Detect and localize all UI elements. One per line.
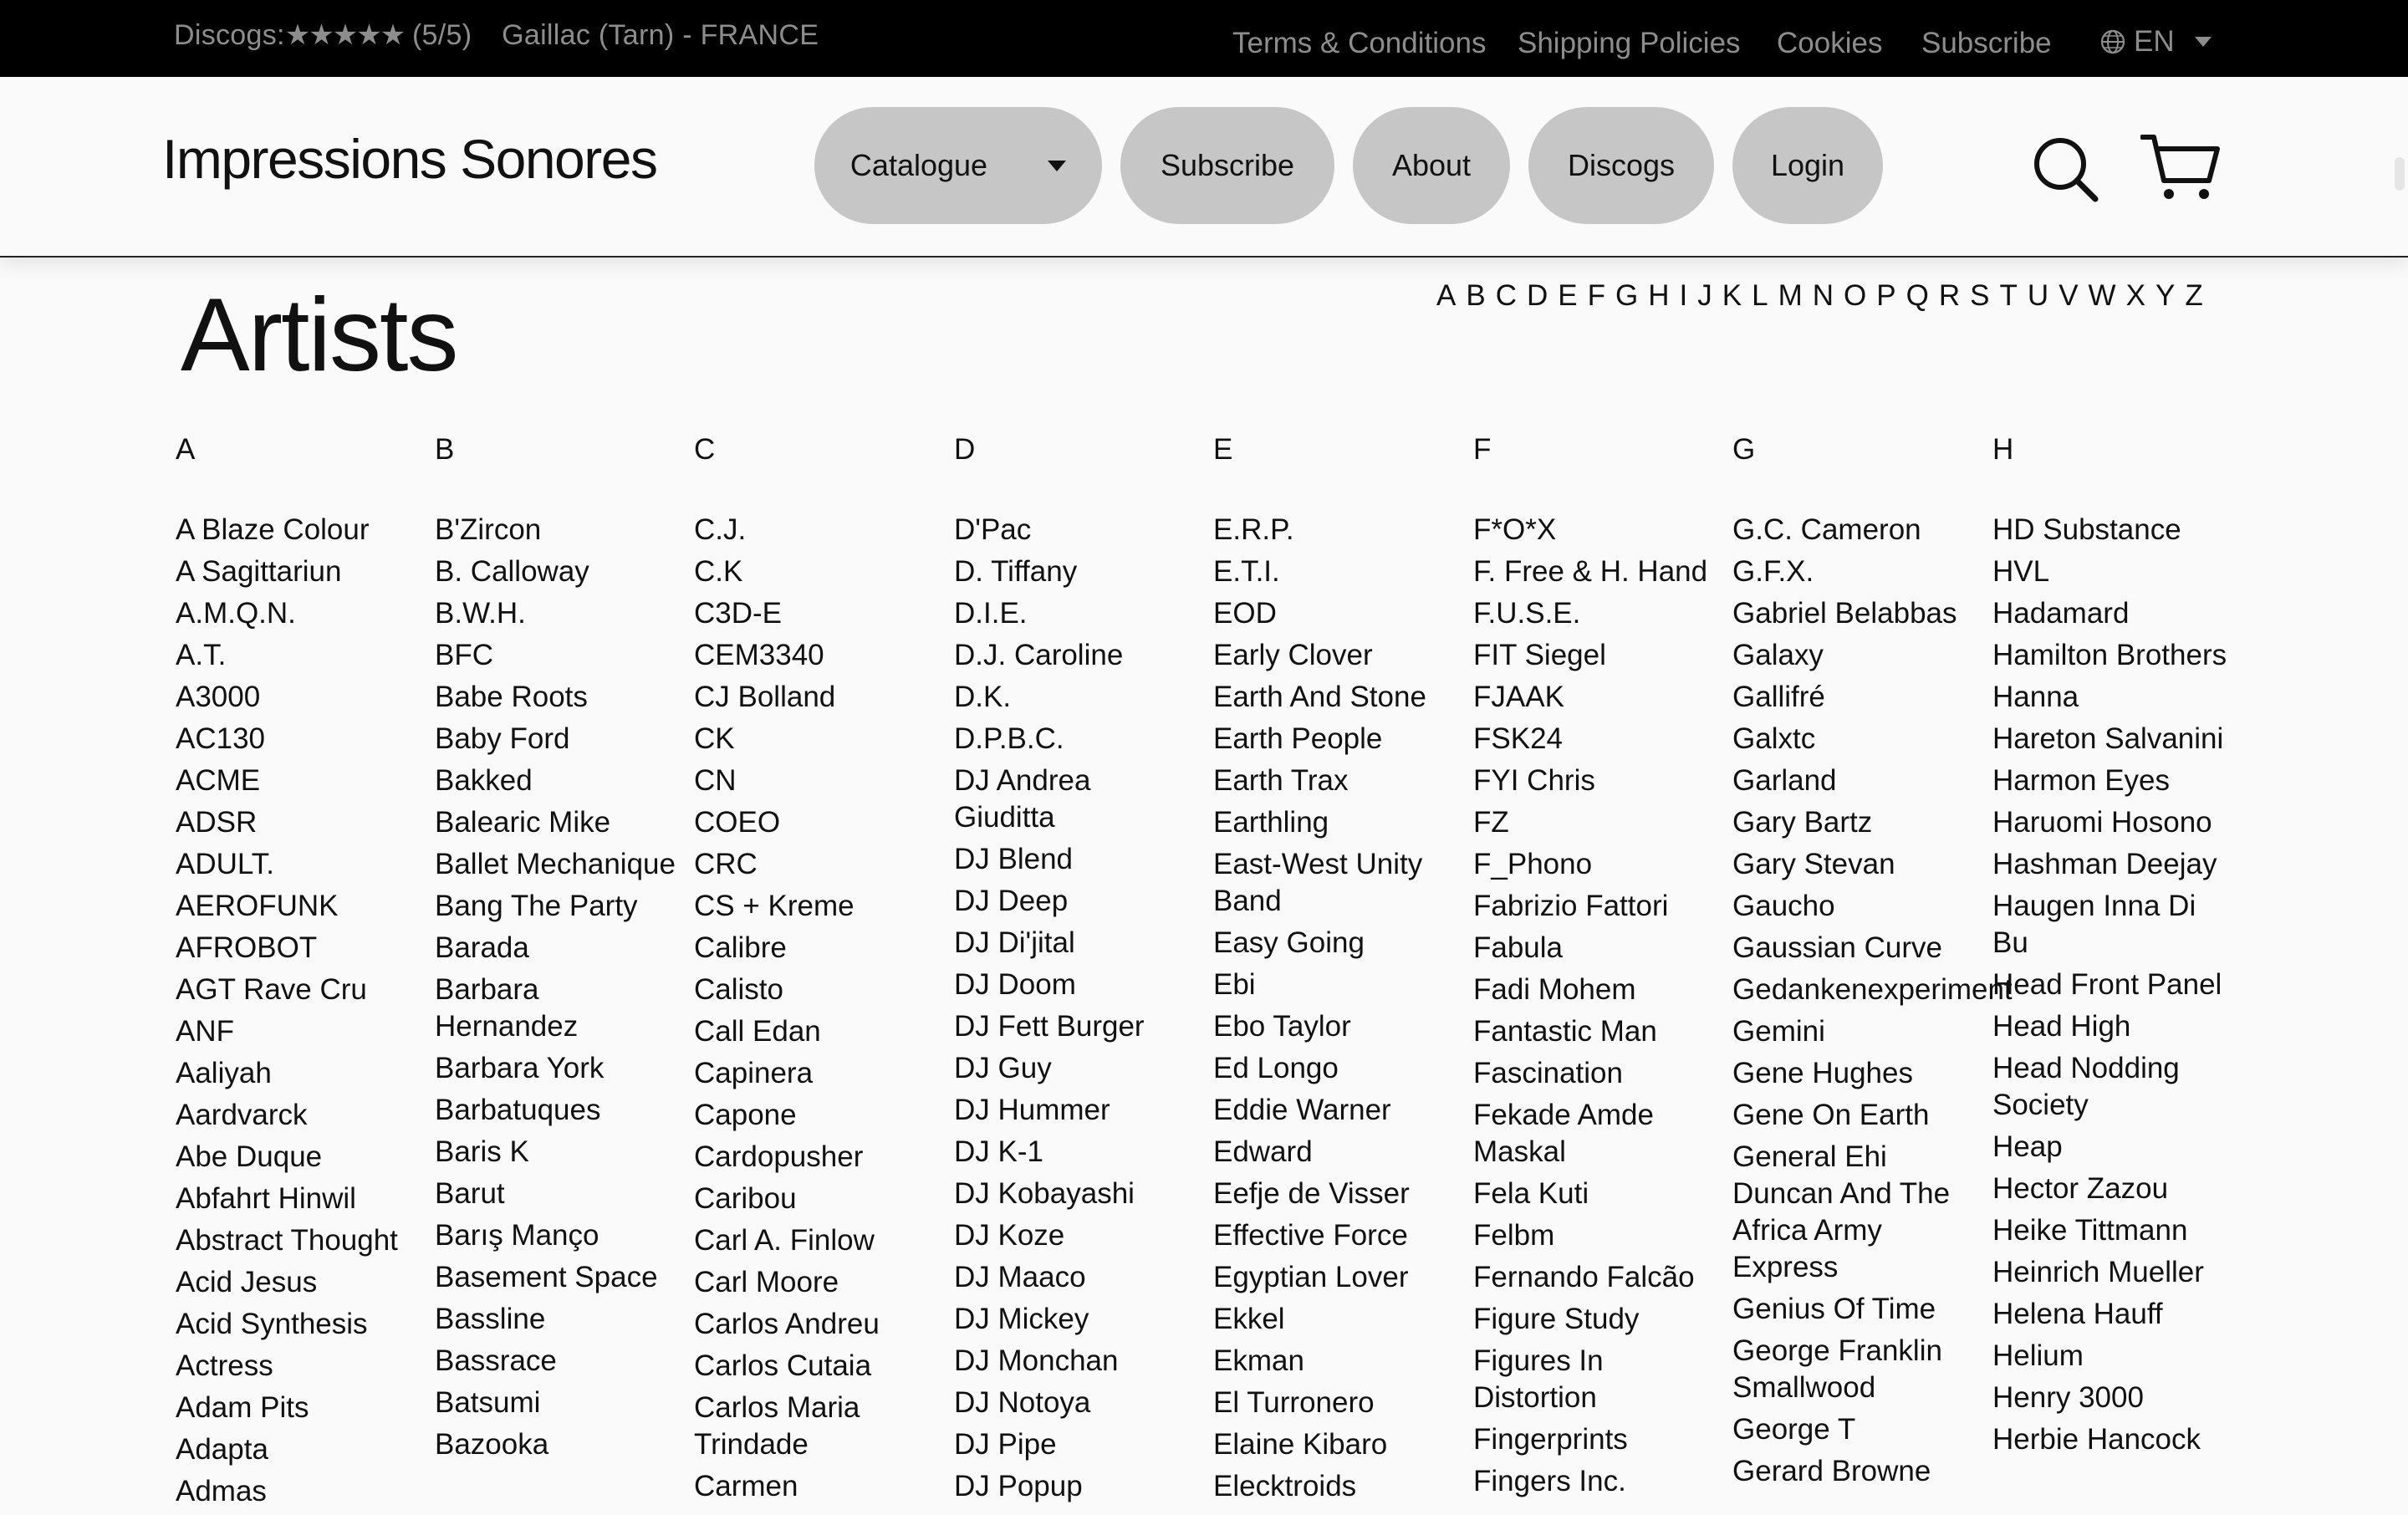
- alpha-link-d[interactable]: D: [1527, 279, 1548, 312]
- artist-link[interactable]: General Ehi Duncan And The Africa Army Express: [1732, 1140, 1951, 1283]
- artist-link[interactable]: Elecktroids: [1213, 1470, 1357, 1502]
- artist-link[interactable]: Barut: [435, 1177, 505, 1210]
- artist-link[interactable]: Garland: [1732, 764, 1837, 797]
- scrollbar-thumb[interactable]: [2395, 157, 2405, 191]
- globe-icon: [2100, 29, 2125, 54]
- artist-link[interactable]: Bazooka: [435, 1428, 549, 1461]
- artist-link[interactable]: Ekman: [1213, 1344, 1304, 1377]
- artist-link[interactable]: Bang The Party: [435, 890, 638, 922]
- artist-link[interactable]: Fadi Mohem: [1473, 973, 1636, 1006]
- top-bar: [0, 0, 2408, 77]
- alpha-link-q[interactable]: Q: [1905, 279, 1929, 312]
- artist-link[interactable]: Gaucho: [1732, 890, 1835, 922]
- artist-link[interactable]: BFC: [435, 639, 493, 671]
- artist-link[interactable]: CS + Kreme: [694, 890, 855, 922]
- artist-link[interactable]: Hector Zazou: [1992, 1172, 2169, 1205]
- artist-link[interactable]: F*O*X: [1473, 513, 1557, 546]
- artist-link[interactable]: E.T.I.: [1213, 555, 1280, 588]
- artist-link[interactable]: Actress: [176, 1349, 273, 1382]
- artist-link[interactable]: Caribou: [694, 1182, 797, 1215]
- artist-link[interactable]: Figure Study: [1473, 1303, 1640, 1335]
- artist-link[interactable]: Ebi: [1213, 968, 1256, 1001]
- artist-link[interactable]: Fingers Inc.: [1473, 1465, 1626, 1497]
- artist-link[interactable]: Admas: [176, 1475, 267, 1507]
- artist-list: [1732, 512, 2013, 1490]
- artist-link[interactable]: G.C. Cameron: [1732, 513, 1921, 546]
- artist-column-c: [694, 433, 936, 1510]
- column-letter-heading: F: [1473, 433, 1492, 466]
- artist-link[interactable]: CJ Bolland: [694, 681, 836, 713]
- artist-link[interactable]: Fabrizio Fattori: [1473, 890, 1669, 922]
- language-selector[interactable]: [2100, 25, 2212, 59]
- artist-link[interactable]: Capinera: [694, 1057, 814, 1089]
- artist-link[interactable]: B'Zircon: [435, 513, 542, 546]
- artist-link[interactable]: DJ Deep: [954, 885, 1069, 917]
- alpha-link-v[interactable]: V: [2059, 279, 2079, 312]
- artist-link[interactable]: G.F.X.: [1732, 555, 1814, 588]
- artist-link[interactable]: DJ Kobayashi: [954, 1177, 1135, 1210]
- artist-link[interactable]: Fascination: [1473, 1057, 1623, 1089]
- artist-link[interactable]: Gary Stevan: [1732, 848, 1895, 880]
- artist-link[interactable]: Calisto: [694, 973, 783, 1006]
- artist-link[interactable]: Baris K: [435, 1135, 529, 1168]
- artist-link[interactable]: Carl A. Finlow: [694, 1224, 875, 1257]
- alpha-link-z[interactable]: Z: [2185, 279, 2203, 312]
- artist-link[interactable]: Calibre: [694, 931, 787, 964]
- artist-link[interactable]: Carlos Maria Trindade: [694, 1391, 860, 1461]
- artist-link[interactable]: Basement Space: [435, 1261, 658, 1293]
- alpha-link-p[interactable]: P: [1876, 279, 1896, 312]
- artist-link[interactable]: EOD: [1213, 597, 1277, 630]
- artist-link[interactable]: Hareton Salvanini: [1992, 722, 2224, 755]
- artist-link[interactable]: Edward: [1213, 1135, 1313, 1168]
- artist-link[interactable]: Balearic Mike: [435, 806, 611, 839]
- discogs-button[interactable]: [1528, 107, 1714, 224]
- artist-link[interactable]: COEO: [694, 806, 781, 839]
- column-letter-heading: H: [1992, 433, 2014, 466]
- artist-link[interactable]: Egyptian Lover: [1213, 1261, 1409, 1293]
- artist-link[interactable]: DJ Blend: [954, 843, 1074, 875]
- artist-link[interactable]: ADSR: [176, 806, 258, 839]
- artist-link[interactable]: Easy Going: [1213, 926, 1365, 959]
- artist-link[interactable]: CEM3340: [694, 639, 824, 671]
- artist-link[interactable]: Gallifré: [1732, 681, 1825, 713]
- artist-link[interactable]: F_Phono: [1473, 848, 1593, 880]
- artist-link[interactable]: A Blaze Colour: [176, 513, 370, 546]
- artist-link[interactable]: DJ Andrea Giuditta: [954, 764, 1091, 834]
- artist-link[interactable]: D.J. Caroline: [954, 639, 1124, 671]
- artist-column-b: [435, 433, 677, 1468]
- artist-column-h: [1992, 433, 2235, 1463]
- site-header: [0, 77, 2408, 258]
- artist-link[interactable]: Gemini: [1732, 1015, 1825, 1048]
- artist-column-g: [1732, 433, 2013, 1495]
- page-title: Artists: [181, 278, 457, 393]
- artist-link[interactable]: Fela Kuti: [1473, 1177, 1589, 1210]
- artist-link[interactable]: AC130: [176, 722, 266, 755]
- alpha-link-a[interactable]: A: [1436, 279, 1457, 312]
- artist-link[interactable]: Barada: [435, 931, 529, 964]
- alpha-link-y[interactable]: Y: [2155, 279, 2176, 312]
- artist-link[interactable]: Haugen Inna Di Bu: [1992, 890, 2196, 959]
- subscribe-button[interactable]: [1120, 107, 1334, 224]
- artist-link[interactable]: Ebo Taylor: [1213, 1010, 1351, 1043]
- column-letter-heading: C: [694, 433, 716, 466]
- artist-column-a: [176, 433, 418, 1515]
- artist-link[interactable]: HVL: [1992, 555, 2050, 588]
- artist-link[interactable]: Helena Hauff: [1992, 1298, 2163, 1330]
- search-icon[interactable]: [2032, 135, 2099, 202]
- artist-link[interactable]: Eddie Warner: [1213, 1094, 1391, 1126]
- artist-link[interactable]: F.U.S.E.: [1473, 597, 1581, 630]
- store-location: Gaillac (Tarn) - FRANCE: [502, 19, 819, 51]
- artist-link[interactable]: Henry 3000: [1992, 1381, 2144, 1414]
- artist-link[interactable]: A Sagittariun: [176, 555, 342, 588]
- artist-list: [176, 512, 418, 1510]
- artist-link[interactable]: Acid Synthesis: [176, 1308, 368, 1340]
- artist-link[interactable]: A3000: [176, 681, 261, 713]
- artist-list: [435, 512, 677, 1463]
- shipping-link[interactable]: Shipping Policies: [1518, 27, 1741, 59]
- artist-link[interactable]: Ballet Mechanique: [435, 848, 676, 880]
- artist-link[interactable]: Gabriel Belabbas: [1732, 597, 1957, 630]
- artist-link[interactable]: Bakked: [435, 764, 533, 797]
- artist-link[interactable]: DJ Monchan: [954, 1344, 1119, 1377]
- catalogue-label: Catalogue: [849, 148, 988, 182]
- artist-link[interactable]: Hanna: [1992, 681, 2079, 713]
- artist-link[interactable]: Effective Force: [1213, 1219, 1408, 1252]
- artist-link[interactable]: AFROBOT: [176, 931, 318, 964]
- artist-link[interactable]: Capone: [694, 1099, 797, 1131]
- artist-link[interactable]: DJ Di'jital: [954, 926, 1075, 959]
- alpha-link-b[interactable]: B: [1466, 279, 1486, 312]
- login-label: Login: [1770, 148, 1845, 182]
- artist-link[interactable]: DJ Popup: [954, 1470, 1083, 1502]
- artist-link[interactable]: Heike Tittmann: [1992, 1214, 2188, 1247]
- alpha-link-h[interactable]: H: [1648, 279, 1670, 312]
- artist-link[interactable]: Barbatuques: [435, 1094, 601, 1126]
- artist-link[interactable]: A.T.: [176, 639, 227, 671]
- artist-link[interactable]: El Turronero: [1213, 1386, 1375, 1419]
- artist-list: [954, 512, 1196, 1505]
- artist-column-d: [954, 433, 1196, 1510]
- artist-link[interactable]: D. Tiffany: [954, 555, 1078, 588]
- artist-link[interactable]: Earth And Stone: [1213, 681, 1426, 713]
- alpha-link-x[interactable]: X: [2125, 279, 2145, 312]
- artist-link[interactable]: D.K.: [954, 681, 1012, 713]
- artist-link[interactable]: CRC: [694, 848, 758, 880]
- artist-link[interactable]: B.W.H.: [435, 597, 526, 630]
- alpha-link-j[interactable]: J: [1697, 279, 1712, 312]
- artist-link[interactable]: DJ Koze: [954, 1219, 1065, 1252]
- artist-link[interactable]: C3D-E: [694, 597, 783, 630]
- artist-link[interactable]: FJAAK: [1473, 681, 1564, 713]
- artist-link[interactable]: FYI Chris: [1473, 764, 1595, 797]
- artist-link[interactable]: East-West Unity Band: [1213, 848, 1423, 917]
- rating-score: (5/5): [411, 19, 472, 51]
- artist-link[interactable]: Bassline: [435, 1303, 546, 1335]
- column-letter-heading: E: [1213, 433, 1233, 466]
- about-button[interactable]: [1353, 107, 1510, 224]
- artist-column-e: [1213, 433, 1456, 1510]
- artist-link[interactable]: Gedankenexperiment: [1732, 973, 2013, 1006]
- artist-link[interactable]: Helium: [1992, 1339, 2084, 1372]
- artist-list: [1213, 512, 1456, 1505]
- about-label: About: [1391, 148, 1472, 182]
- artist-link[interactable]: Head Front Panel: [1992, 968, 2222, 1001]
- alpha-link-f[interactable]: F: [1587, 279, 1606, 312]
- artist-link[interactable]: F. Free & H. Hand: [1473, 555, 1708, 588]
- artist-link[interactable]: Abfahrt Hinwil: [176, 1182, 356, 1215]
- artist-link[interactable]: Fantastic Man: [1473, 1015, 1657, 1048]
- artist-link[interactable]: Haruomi Hosono: [1992, 806, 2212, 839]
- artist-list: [694, 512, 936, 1505]
- artist-link[interactable]: Baby Ford: [435, 722, 570, 755]
- artist-link[interactable]: Barış Manço: [435, 1219, 599, 1252]
- artist-link[interactable]: Hadamard: [1992, 597, 2130, 630]
- artist-link[interactable]: Gene Hughes: [1732, 1057, 1913, 1089]
- chevron-down-icon: [2195, 37, 2212, 47]
- artist-link[interactable]: Galaxy: [1732, 639, 1824, 671]
- artist-link[interactable]: FSK24: [1473, 722, 1563, 755]
- artist-column-f: [1473, 433, 1716, 1505]
- column-letter-heading: A: [176, 433, 196, 466]
- rating-prefix: Discogs:: [174, 19, 285, 51]
- artist-link[interactable]: Heinrich Mueller: [1992, 1256, 2204, 1288]
- artist-link[interactable]: E.R.P.: [1213, 513, 1294, 546]
- artist-link[interactable]: Earthling: [1213, 806, 1329, 839]
- artist-link[interactable]: DJ Maaco: [954, 1261, 1086, 1293]
- alpha-link-w[interactable]: W: [2088, 279, 2116, 312]
- alpha-link-t[interactable]: T: [1999, 279, 2018, 312]
- artist-link[interactable]: Gene On Earth: [1732, 1099, 1930, 1131]
- language-label: EN: [2134, 25, 2175, 58]
- artist-link[interactable]: FZ: [1473, 806, 1509, 839]
- artist-link[interactable]: B. Calloway: [435, 555, 589, 588]
- artist-link[interactable]: CK: [694, 722, 735, 755]
- artist-link[interactable]: DJ Doom: [954, 968, 1076, 1001]
- artist-link[interactable]: Abstract Thought: [176, 1224, 398, 1257]
- artist-link[interactable]: A.M.Q.N.: [176, 597, 296, 630]
- artist-link[interactable]: Barbara Hernandez: [435, 973, 579, 1043]
- artist-link[interactable]: Acid Jesus: [176, 1266, 318, 1298]
- artist-link[interactable]: Fingerprints: [1473, 1423, 1628, 1456]
- artist-link[interactable]: Harmon Eyes: [1992, 764, 2171, 797]
- alpha-link-o[interactable]: O: [1844, 279, 1867, 312]
- artist-link[interactable]: Hashman Deejay: [1992, 848, 2217, 880]
- discogs-label: Discogs: [1567, 148, 1676, 182]
- artist-link[interactable]: AGT Rave Cru: [176, 973, 367, 1006]
- artist-link[interactable]: Elaine Kibaro: [1213, 1428, 1388, 1461]
- artist-link[interactable]: ACME: [176, 764, 261, 797]
- login-button[interactable]: [1732, 107, 1883, 224]
- alpha-link-i[interactable]: I: [1679, 279, 1688, 312]
- artist-link[interactable]: Early Clover: [1213, 639, 1373, 671]
- column-letter-heading: B: [435, 433, 455, 466]
- artist-link[interactable]: ANF: [176, 1015, 234, 1048]
- artist-link[interactable]: ADULT.: [176, 848, 274, 880]
- alpha-link-r[interactable]: R: [1938, 279, 1961, 312]
- artist-link[interactable]: Heap: [1992, 1130, 2063, 1163]
- artist-link[interactable]: Carlos Cutaia: [694, 1349, 872, 1382]
- column-letter-heading: G: [1732, 433, 1756, 466]
- alpha-link-k[interactable]: K: [1722, 279, 1742, 312]
- subscribe-label: Subscribe: [1160, 148, 1295, 182]
- artist-link[interactable]: Adam Pits: [176, 1391, 309, 1424]
- artist-link[interactable]: Hamilton Brothers: [1992, 639, 2227, 671]
- artist-link[interactable]: DJ Notoya: [954, 1386, 1091, 1419]
- alpha-link-u[interactable]: U: [2027, 279, 2049, 312]
- artist-link[interactable]: Felbm: [1473, 1219, 1555, 1252]
- artist-link[interactable]: DJ Mickey: [954, 1303, 1089, 1335]
- artist-link[interactable]: Herbie Hancock: [1992, 1423, 2201, 1456]
- artist-link[interactable]: Fabula: [1473, 931, 1564, 964]
- artist-link[interactable]: Adapta: [176, 1433, 268, 1466]
- artist-link[interactable]: Gaussian Curve: [1732, 931, 1942, 964]
- artist-link[interactable]: Ed Longo: [1213, 1052, 1339, 1084]
- artist-link[interactable]: Fernando Falcão: [1473, 1261, 1695, 1293]
- artist-link[interactable]: CN: [694, 764, 737, 797]
- artist-link[interactable]: DJ Guy: [954, 1052, 1052, 1084]
- artist-link[interactable]: Earth People: [1213, 722, 1383, 755]
- alpha-link-c[interactable]: C: [1495, 279, 1517, 312]
- artist-link[interactable]: George Franklin Smallwood: [1732, 1334, 1942, 1404]
- artist-link[interactable]: Aaliyah: [176, 1057, 272, 1089]
- subscribe-top-link[interactable]: Subscribe: [1921, 27, 2052, 59]
- artist-link[interactable]: Head High: [1992, 1010, 2131, 1043]
- artist-link[interactable]: HD Substance: [1992, 513, 2181, 546]
- artist-link[interactable]: AEROFUNK: [176, 890, 339, 922]
- artist-link[interactable]: Batsumi: [435, 1386, 541, 1419]
- artist-link[interactable]: Aardvarck: [176, 1099, 308, 1131]
- cart-icon[interactable]: [2140, 132, 2221, 202]
- alpha-link-e[interactable]: E: [1558, 279, 1578, 312]
- alpha-link-m[interactable]: M: [1778, 279, 1803, 312]
- artist-link[interactable]: Barbara York: [435, 1052, 605, 1084]
- alpha-link-n[interactable]: N: [1812, 279, 1834, 312]
- artist-link[interactable]: Abe Duque: [176, 1140, 323, 1173]
- chevron-down-icon: [1048, 161, 1066, 171]
- artist-link[interactable]: DJ Pipe: [954, 1428, 1057, 1461]
- artist-link[interactable]: D.P.B.C.: [954, 722, 1064, 755]
- artist-link[interactable]: Carlos Andreu: [694, 1308, 880, 1340]
- artist-link[interactable]: Bassrace: [435, 1344, 557, 1377]
- artist-link[interactable]: DJ Fett Burger: [954, 1010, 1145, 1043]
- artist-list: [1473, 512, 1716, 1500]
- discogs-rating: [174, 18, 819, 52]
- artist-link[interactable]: Figures In Distortion: [1473, 1344, 1604, 1414]
- artist-link[interactable]: Babe Roots: [435, 681, 588, 713]
- artist-link[interactable]: Head Nodding Society: [1992, 1052, 2180, 1121]
- catalogue-dropdown[interactable]: [814, 107, 1102, 224]
- artist-link[interactable]: Cardopusher: [694, 1140, 864, 1173]
- artist-link[interactable]: Genius Of Time: [1732, 1293, 1936, 1325]
- artist-link[interactable]: FIT Siegel: [1473, 639, 1606, 671]
- artist-link[interactable]: DJ Hummer: [954, 1094, 1110, 1126]
- artist-link[interactable]: Gary Bartz: [1732, 806, 1873, 839]
- artist-link[interactable]: Earth Trax: [1213, 764, 1349, 797]
- artist-link[interactable]: Galxtc: [1732, 722, 1816, 755]
- artist-list: [1992, 512, 2235, 1458]
- artist-link[interactable]: D.I.E.: [954, 597, 1028, 630]
- terms-link[interactable]: Terms & Conditions: [1232, 27, 1487, 59]
- alpha-link-s[interactable]: S: [1970, 279, 1990, 312]
- artist-link[interactable]: Gerard Browne: [1732, 1455, 1931, 1487]
- artist-link[interactable]: Carl Moore: [694, 1266, 839, 1298]
- artist-link[interactable]: Eefje de Visser: [1213, 1177, 1410, 1210]
- column-letter-heading: D: [954, 433, 976, 466]
- artist-link[interactable]: D'Pac: [954, 513, 1032, 546]
- alpha-link-l[interactable]: L: [1752, 279, 1768, 312]
- artist-link[interactable]: Ekkel: [1213, 1303, 1285, 1335]
- artist-link[interactable]: George T: [1732, 1413, 1856, 1446]
- artist-link[interactable]: Fekade Amde Maskal: [1473, 1099, 1654, 1168]
- artist-link[interactable]: Carmen: [694, 1470, 798, 1502]
- artist-link[interactable]: C.K: [694, 555, 743, 588]
- cookies-link[interactable]: Cookies: [1777, 27, 1883, 59]
- alpha-link-g[interactable]: G: [1615, 279, 1639, 312]
- alphabet-nav: [1436, 279, 2213, 313]
- site-logo[interactable]: Impressions Sonores: [162, 128, 657, 190]
- artist-link[interactable]: C.J.: [694, 513, 747, 546]
- artist-link[interactable]: DJ K-1: [954, 1135, 1043, 1168]
- rating-stars: ★★★★★: [284, 19, 405, 51]
- artist-link[interactable]: Call Edan: [694, 1015, 821, 1048]
